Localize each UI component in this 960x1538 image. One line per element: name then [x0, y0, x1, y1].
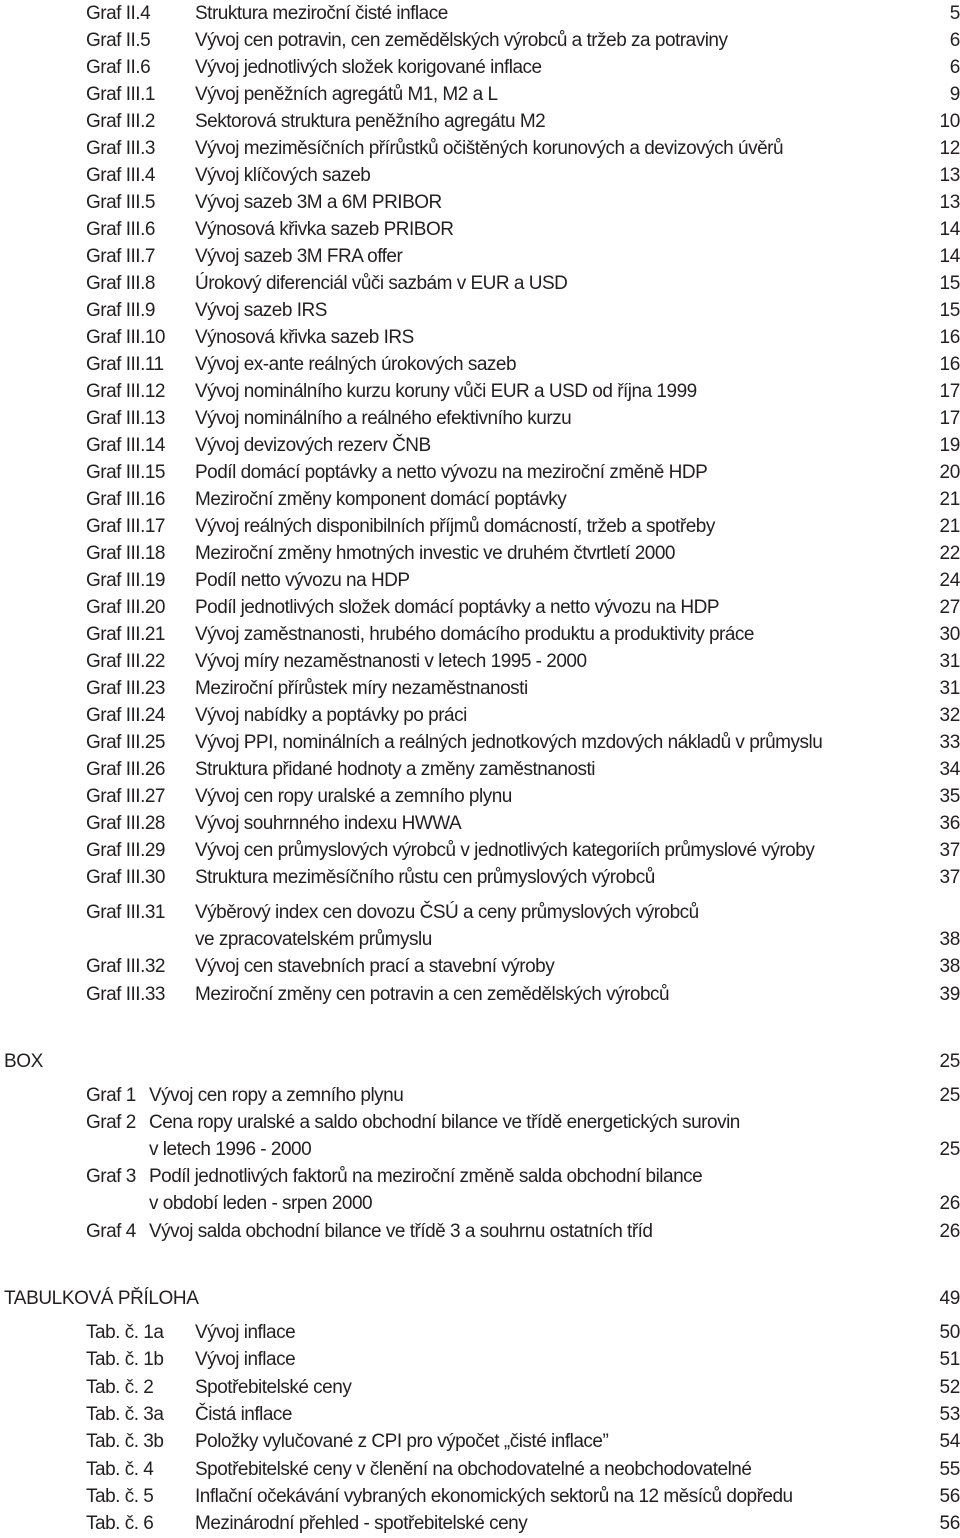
entry-title: Vývoj cen ropy a zemního plynu: [149, 1085, 404, 1106]
entry-label: Graf III.7: [86, 246, 155, 267]
section-heading-row[interactable]: [0, 1048, 960, 1075]
entry-page: 54: [939, 1431, 960, 1452]
entry-label: Graf III.15: [86, 462, 165, 483]
entry-label: Tab. č. 1a: [86, 1322, 164, 1343]
toc-entry[interactable]: [0, 432, 960, 459]
entry-title: Vývoj PPI, nominálních a reálných jednotkových mzdových nákladů v průmyslu: [195, 732, 823, 753]
entry-page: 31: [939, 651, 960, 672]
toc-entry[interactable]: [0, 378, 960, 405]
entry-title: Položky vylučované z CPI pro výpočet „čisté inflace”: [195, 1431, 609, 1452]
entry-title: Podíl domácí poptávky a netto vývozu na meziroční změně HDP: [195, 462, 708, 483]
entry-label: Graf III.19: [86, 570, 165, 591]
entry-title: Vývoj salda obchodní bilance ve třídě 3 a souhrnu ostatních tříd: [149, 1221, 653, 1242]
entry-label: Graf III.27: [86, 786, 165, 807]
entry-title: Podíl jednotlivých složek domácí poptávky a netto vývozu na HDP: [195, 597, 720, 618]
toc-entry[interactable]: [0, 594, 960, 621]
entry-label: Graf III.29: [86, 840, 165, 861]
entry-page: 13: [939, 192, 960, 213]
toc-entry[interactable]: [0, 27, 960, 54]
entry-page: 12: [939, 138, 960, 159]
entry-page: 6: [949, 57, 960, 78]
entry-page: 26: [939, 1221, 960, 1242]
entry-title: Struktura meziroční čisté inflace: [195, 3, 448, 24]
entry-label: Graf 2: [86, 1112, 136, 1133]
toc-entry[interactable]: [0, 981, 960, 1008]
entry-title: Vývoj sazeb 3M a 6M PRIBOR: [195, 192, 442, 213]
entry-page: 9: [949, 84, 960, 105]
toc-entry[interactable]: [0, 1319, 960, 1346]
entry-page: 6: [949, 30, 960, 51]
toc-entry[interactable]: [0, 810, 960, 837]
entry-title-continuation: v období leden - srpen 2000: [149, 1193, 373, 1214]
entry-label: Graf III.3: [86, 138, 155, 159]
entry-title: Vývoj sazeb IRS: [195, 300, 327, 321]
entry-label: Graf III.33: [86, 984, 165, 1005]
entry-title: Výnosová křivka sazeb IRS: [195, 327, 414, 348]
entry-label: Graf 1: [86, 1085, 136, 1106]
toc-entry[interactable]: [0, 486, 960, 513]
entry-title: Vývoj cen stavebních prací a stavební výroby: [195, 956, 555, 977]
entry-title: Vývoj nabídky a poptávky po práci: [195, 705, 467, 726]
entry-page: 15: [939, 300, 960, 321]
entry-title: Vývoj zaměstnanosti, hrubého domácího produktu a produktivity práce: [195, 624, 754, 645]
entry-label: Graf III.12: [86, 381, 165, 402]
entry-label: Graf III.11: [86, 354, 164, 375]
entry-title: Inflační očekávání vybraných ekonomických sektorů na 12 měsíců dopředu: [195, 1486, 793, 1507]
entry-title: Mezinárodní přehled - spotřebitelské ceny: [195, 1513, 528, 1534]
toc-entry[interactable]: [0, 864, 960, 891]
entry-page: 36: [939, 813, 960, 834]
entry-label: Graf III.18: [86, 543, 165, 564]
entry-title-continuation: v letech 1996 - 2000: [149, 1139, 312, 1160]
toc-entry[interactable]: [0, 0, 960, 27]
entry-title: Úrokový diferenciál vůči sazbám v EUR a USD: [195, 273, 568, 294]
section-heading-row[interactable]: [0, 1285, 960, 1312]
entry-title: Vývoj ex-ante reálných úrokových sazeb: [195, 354, 517, 375]
entry-page: 37: [939, 840, 960, 861]
toc-entry[interactable]: [0, 189, 960, 216]
entry-label: Graf III.31: [86, 902, 165, 923]
toc-entry[interactable]: [0, 216, 960, 243]
entry-title: Spotřebitelské ceny: [195, 1377, 352, 1398]
entry-label: Graf III.2: [86, 111, 155, 132]
entry-label: Tab. č. 3a: [86, 1404, 164, 1425]
toc-entry[interactable]: [0, 243, 960, 270]
entry-page: 13: [939, 165, 960, 186]
entry-page: 55: [939, 1459, 960, 1480]
entry-label: Tab. č. 3b: [86, 1431, 164, 1452]
toc-entry[interactable]: [0, 540, 960, 567]
toc-entry[interactable]: [0, 837, 960, 864]
entry-page: 17: [939, 408, 960, 429]
entry-label: Graf III.28: [86, 813, 165, 834]
entry-title: Vývoj nominálního a reálného efektivního kurzu: [195, 408, 572, 429]
entry-page: 34: [939, 759, 960, 780]
entry-title: Výběrový index cen dovozu ČSÚ a ceny průmyslových výrobců: [195, 902, 699, 923]
entry-label: Graf III.32: [86, 956, 165, 977]
entry-title: Vývoj klíčových sazeb: [195, 165, 371, 186]
entry-page: 51: [939, 1349, 960, 1370]
toc-entry[interactable]: [0, 1082, 960, 1109]
entry-page: 10: [939, 111, 960, 132]
entry-page: 19: [939, 435, 960, 456]
entry-label: Graf III.22: [86, 651, 165, 672]
entry-label: Graf II.4: [86, 3, 151, 24]
entry-title: Meziroční změny cen potravin a cen zemědělských výrobců: [195, 984, 670, 1005]
toc-entry[interactable]: [0, 953, 960, 980]
entry-label: Graf III.5: [86, 192, 155, 213]
toc-entry[interactable]: [0, 81, 960, 108]
entry-title: Vývoj souhrnného indexu HWWA: [195, 813, 462, 834]
toc-entry[interactable]: [0, 270, 960, 297]
section-page: 25: [939, 1051, 960, 1072]
entry-page: 16: [939, 354, 960, 375]
entry-label: Graf III.8: [86, 273, 155, 294]
toc-entry[interactable]: [0, 729, 960, 756]
entry-page: 38: [939, 956, 960, 977]
entry-title: Vývoj míry nezaměstnanosti v letech 1995 - 2000: [195, 651, 587, 672]
toc-entry[interactable]: [0, 899, 960, 926]
entry-title: Podíl jednotlivých faktorů na meziroční změně salda obchodní bilance: [149, 1166, 703, 1187]
entry-page: 5: [949, 3, 960, 24]
entry-page: 50: [939, 1322, 960, 1343]
entry-label: Graf 3: [86, 1166, 136, 1187]
entry-title: Vývoj meziměsíčních přírůstků očištěných korunových a devizových úvěrů: [195, 138, 784, 159]
toc-entry[interactable]: [0, 1374, 960, 1401]
entry-label: Graf III.13: [86, 408, 165, 429]
toc-entry[interactable]: [0, 1428, 960, 1455]
toc-entry[interactable]: [0, 324, 960, 351]
toc-entry[interactable]: [0, 567, 960, 594]
entry-title: Vývoj peněžních agregátů M1, M2 a L: [195, 84, 498, 105]
entry-page: 14: [939, 246, 960, 267]
entry-page: 39: [939, 984, 960, 1005]
toc-entry-continuation[interactable]: [0, 926, 960, 953]
toc-entry[interactable]: [0, 1456, 960, 1483]
entry-page: 30: [939, 624, 960, 645]
entry-label: Graf III.21: [86, 624, 165, 645]
entry-title: Meziroční změny komponent domácí poptávky: [195, 489, 567, 510]
section-heading: BOX: [4, 1051, 43, 1072]
entry-title: Vývoj devizových rezerv ČNB: [195, 435, 431, 456]
entry-page: 24: [939, 570, 960, 591]
entry-label: Graf III.17: [86, 516, 165, 537]
toc-entry[interactable]: [0, 459, 960, 486]
entry-title: Výnosová křivka sazeb PRIBOR: [195, 219, 454, 240]
entry-label: Graf III.4: [86, 165, 155, 186]
entry-page: 16: [939, 327, 960, 348]
toc-entry[interactable]: [0, 351, 960, 378]
entry-title: Spotřebitelské ceny v členění na obchodovatelné a neobchodovatelné: [195, 1459, 752, 1480]
entry-title: Vývoj jednotlivých složek korigované inflace: [195, 57, 542, 78]
entry-label: Graf III.25: [86, 732, 165, 753]
entry-label: Tab. č. 1b: [86, 1349, 164, 1370]
entry-title: Vývoj reálných disponibilních příjmů domácností, tržeb a spotřeby: [195, 516, 715, 537]
entry-page: 32: [939, 705, 960, 726]
entry-title: Čistá inflace: [195, 1404, 292, 1425]
toc-entry[interactable]: [0, 513, 960, 540]
toc-entry[interactable]: [0, 1510, 960, 1537]
entry-label: Graf II.5: [86, 30, 151, 51]
toc-entry[interactable]: [0, 54, 960, 81]
toc-entry[interactable]: [0, 702, 960, 729]
entry-page: 14: [939, 219, 960, 240]
entry-page: 22: [939, 543, 960, 564]
entry-page: 26: [939, 1193, 960, 1214]
entry-title: Vývoj sazeb 3M FRA offer: [195, 246, 403, 267]
entry-page: 56: [939, 1486, 960, 1507]
toc-entry[interactable]: [0, 1401, 960, 1428]
entry-page: 31: [939, 678, 960, 699]
entry-page: 20: [939, 462, 960, 483]
entry-title: Cena ropy uralské a saldo obchodní bilance ve třídě energetických surovin: [149, 1112, 740, 1133]
entry-page: 21: [939, 489, 960, 510]
entry-label: Graf III.9: [86, 300, 155, 321]
section-page: 49: [939, 1288, 960, 1309]
toc-entry[interactable]: [0, 1346, 960, 1373]
toc-entry[interactable]: [0, 1483, 960, 1510]
entry-label: Graf III.1: [86, 84, 155, 105]
entry-label: Graf III.10: [86, 327, 165, 348]
entry-label: Tab. č. 5: [86, 1486, 154, 1507]
entry-label: Graf III.16: [86, 489, 165, 510]
entry-title: Vývoj inflace: [195, 1322, 296, 1343]
entry-label: Graf II.6: [86, 57, 151, 78]
entry-title: Vývoj cen průmyslových výrobců v jednotlivých kategoriích průmyslové výroby: [195, 840, 815, 861]
section-heading: TABULKOVÁ PŘÍLOHA: [4, 1288, 199, 1309]
toc-entry[interactable]: [0, 1109, 960, 1136]
toc-entry[interactable]: [0, 405, 960, 432]
entry-page: 35: [939, 786, 960, 807]
entry-title: Vývoj nominálního kurzu koruny vůči EUR a USD od října 1999: [195, 381, 697, 402]
entry-label: Graf III.26: [86, 759, 165, 780]
toc-entry[interactable]: [0, 756, 960, 783]
entry-title: Meziroční změny hmotných investic ve druhém čtvrtletí 2000: [195, 543, 675, 564]
entry-page: 37: [939, 867, 960, 888]
toc-entry[interactable]: [0, 621, 960, 648]
entry-label: Tab. č. 2: [86, 1377, 154, 1398]
entry-title: Vývoj inflace: [195, 1349, 296, 1370]
entry-title: Vývoj cen potravin, cen zemědělských výrobců a tržeb za potraviny: [195, 30, 728, 51]
toc-entry[interactable]: [0, 783, 960, 810]
entry-title: Meziroční přírůstek míry nezaměstnanosti: [195, 678, 528, 699]
entry-page: 56: [939, 1513, 960, 1534]
entry-label: Graf III.14: [86, 435, 165, 456]
entry-page: 15: [939, 273, 960, 294]
entry-page: 52: [939, 1377, 960, 1398]
entry-title: Struktura meziměsíčního růstu cen průmyslových výrobců: [195, 867, 655, 888]
entry-label: Graf III.20: [86, 597, 165, 618]
entry-label: Tab. č. 6: [86, 1513, 154, 1534]
entry-page: 25: [939, 1085, 960, 1106]
toc-entry[interactable]: [0, 135, 960, 162]
toc-entry[interactable]: [0, 297, 960, 324]
toc-entry[interactable]: [0, 162, 960, 189]
entry-title: Sektorová struktura peněžního agregátu M2: [195, 111, 546, 132]
entry-page: 17: [939, 381, 960, 402]
entry-page: 38: [939, 929, 960, 950]
toc-entry[interactable]: [0, 108, 960, 135]
entry-title: Vývoj cen ropy uralské a zemního plynu: [195, 786, 512, 807]
entry-page: 25: [939, 1139, 960, 1160]
entry-page: 27: [939, 597, 960, 618]
entry-label: Graf III.30: [86, 867, 165, 888]
entry-label: Graf III.23: [86, 678, 165, 699]
toc-entry-continuation[interactable]: [0, 1190, 960, 1217]
entry-title-continuation: ve zpracovatelském průmyslu: [195, 929, 432, 950]
entry-page: 21: [939, 516, 960, 537]
toc-entry[interactable]: [0, 1218, 960, 1245]
entry-label: Tab. č. 4: [86, 1459, 154, 1480]
entry-page: 53: [939, 1404, 960, 1425]
toc-entry-continuation[interactable]: [0, 1136, 960, 1163]
toc-entry[interactable]: [0, 1163, 960, 1190]
entry-title: Podíl netto vývozu na HDP: [195, 570, 410, 591]
entry-label: Graf 4: [86, 1221, 136, 1242]
toc-entry[interactable]: [0, 648, 960, 675]
entry-label: Graf III.24: [86, 705, 165, 726]
toc-entry[interactable]: [0, 675, 960, 702]
entry-page: 33: [939, 732, 960, 753]
entry-title: Struktura přidané hodnoty a změny zaměstnanosti: [195, 759, 596, 780]
entry-label: Graf III.6: [86, 219, 155, 240]
